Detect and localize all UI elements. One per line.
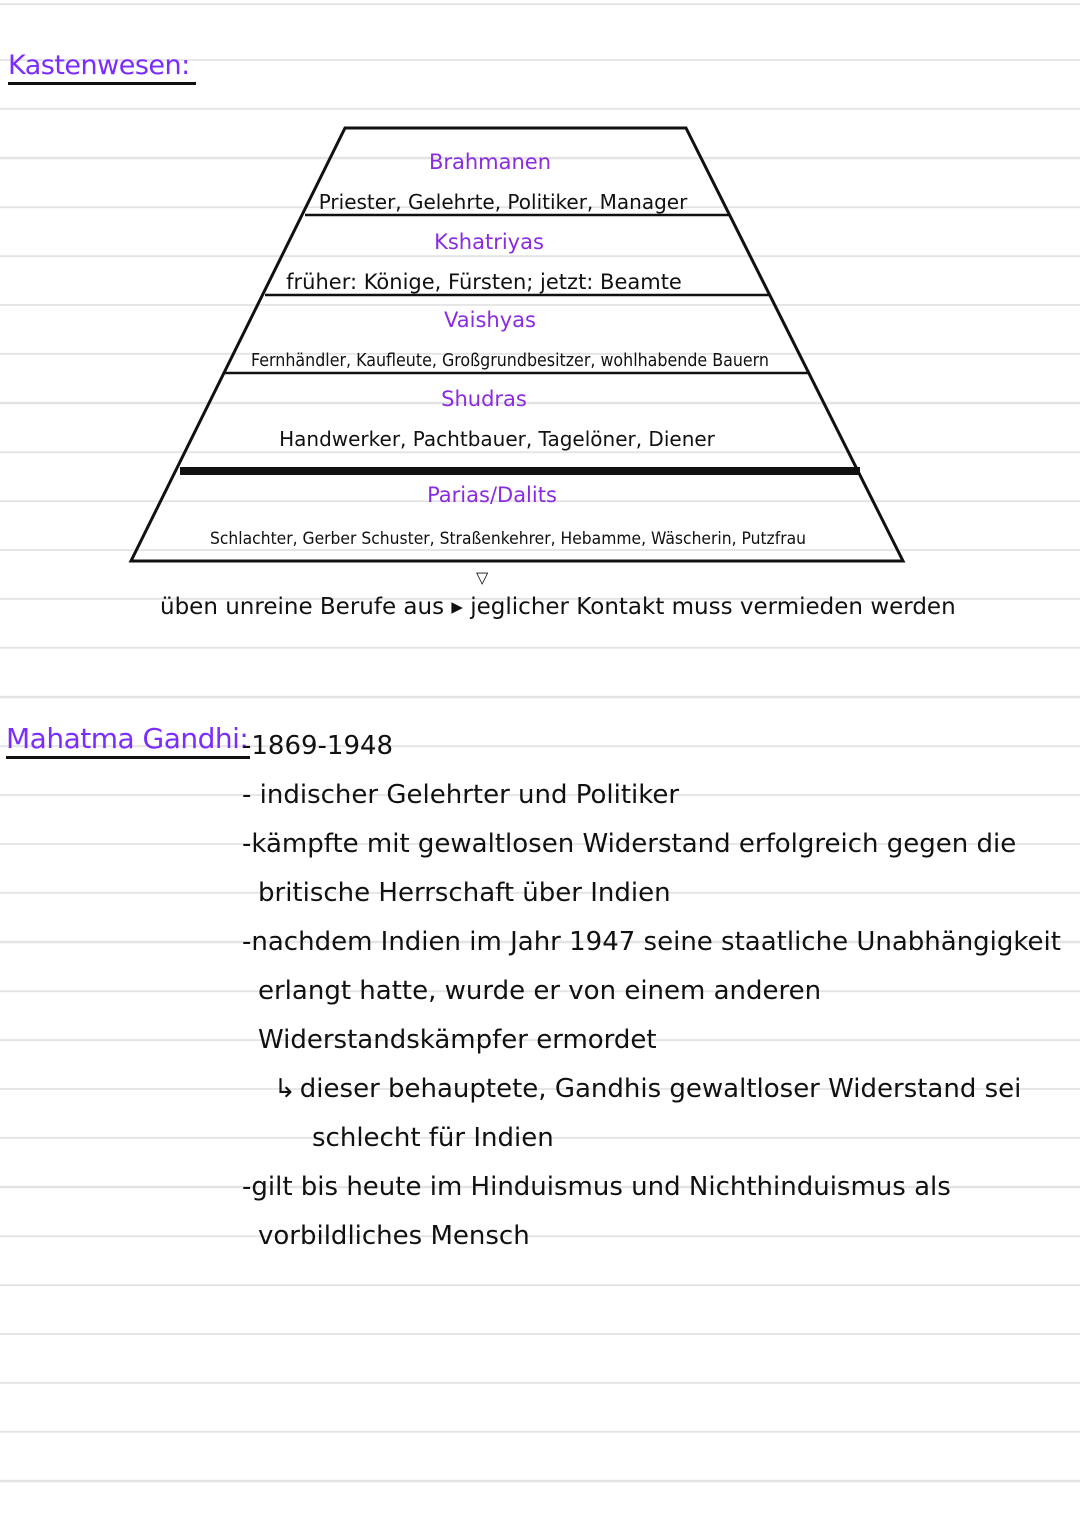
caste-note	[160, 568, 956, 620]
gandhi-fact-subpoint	[242, 1065, 1072, 1163]
gandhi-facts	[242, 722, 1072, 1261]
gandhi-title: Mahatma Gandhi:	[6, 722, 250, 759]
down-triangle-icon: ▽	[476, 568, 489, 587]
turn-arrow-icon: ↳	[274, 1074, 296, 1104]
gandhi-fact-assassination: -nachdem Indien im Jahr 1947 seine staatliche Unabhängigkeit erlangt hatte, wurde er von einem anderen Widerstandskämpfer ermordet	[242, 927, 1061, 1055]
caste-name-parias: Parias/Dalits	[427, 483, 557, 507]
caste-name-vaishyas: Vaishyas	[444, 308, 536, 332]
subpoint-line-1: dieser behauptete, Gandhis gewaltloser Widerstand sei	[299, 1074, 1022, 1104]
gandhi-fact-lifespan: -1869-1948	[242, 731, 394, 761]
gandhi-fact-resistance: -kämpfte mit gewaltlosen Widerstand erfolgreich gegen die britische Herrschaft über Indien	[242, 829, 1017, 908]
caste-desc-vaishyas: Fernhändler, Kaufleute, Großgrundbesitzer, wohlhabende Bauern	[251, 350, 769, 371]
gandhi-fact-legacy: -gilt bis heute im Hinduismus und Nichthinduismus als vorbildliches Mensch	[242, 1172, 951, 1251]
caste-desc-brahmanen: Priester, Gelehrte, Politiker, Manager	[318, 190, 688, 214]
caste-desc-shudras: Handwerker, Pachtbauer, Tagelöner, Diener	[279, 427, 715, 451]
caste-pyramid	[0, 0, 1080, 580]
caste-desc-parias: Schlachter, Gerber Schuster, Straßenkehrer, Hebamme, Wäscherin, Putzfrau	[210, 529, 806, 549]
kastenwesen-title: Kastenwesen:	[8, 50, 196, 85]
caste-desc-kshatriyas: früher: Könige, Fürsten; jetzt: Beamte	[286, 270, 682, 294]
arrow-right-icon: ▸	[451, 594, 463, 620]
note-text-after: jeglicher Kontakt muss vermieden werden	[470, 594, 956, 620]
gandhi-fact-profession: - indischer Gelehrter und Politiker	[242, 780, 680, 810]
caste-name-shudras: Shudras	[441, 387, 527, 411]
caste-name-kshatriyas: Kshatriyas	[434, 230, 544, 254]
note-text-before: üben unreine Berufe aus	[160, 594, 445, 620]
subpoint-line-2: schlecht für Indien	[312, 1123, 554, 1153]
caste-name-brahmanen: Brahmanen	[428, 150, 552, 174]
